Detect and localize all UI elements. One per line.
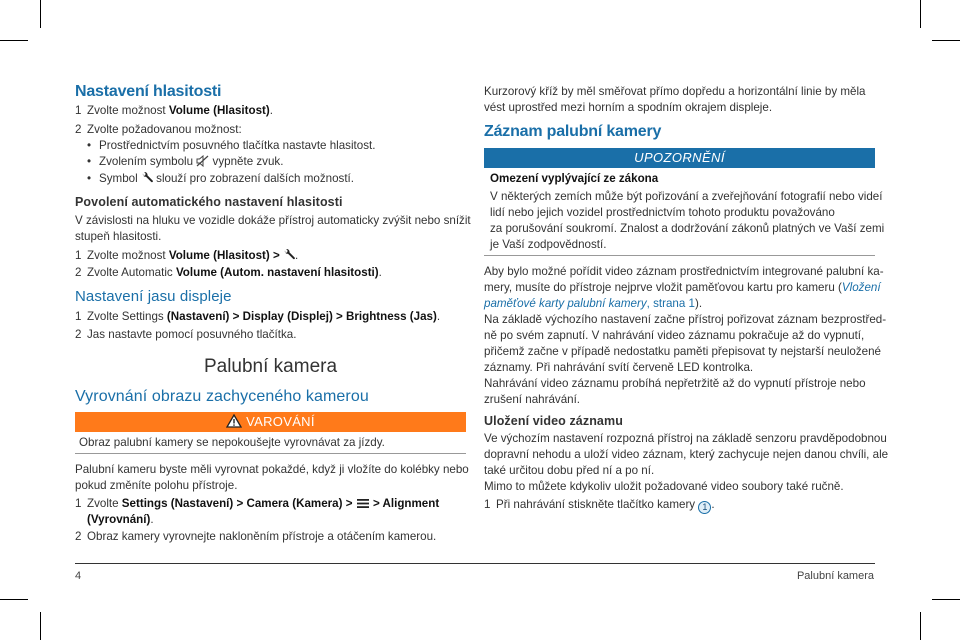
step-number: 2: [75, 530, 82, 543]
step-bold: Settings (Nastavení) > Camera (Kamera) >: [121, 497, 353, 510]
step-number: 2: [75, 266, 82, 279]
volume-bullet-2: [87, 154, 283, 172]
step-number: 1: [75, 497, 82, 510]
recording-line-4: Na základě výchozího nastavení začne přístroj pořizovat záznam bezprostřed-: [484, 313, 887, 326]
brightness-step-2: [75, 327, 296, 343]
step-text: .: [378, 266, 382, 279]
heading-save-video: Uložení video záznamu: [484, 414, 623, 428]
step-bold: > Alignment: [372, 497, 440, 510]
crop-mark: [0, 40, 28, 41]
caution-line-4: je Vaší zodpovědností.: [490, 238, 607, 251]
step-number: 2: [75, 328, 82, 341]
heading-volume: Nastavení hlasitosti: [75, 83, 222, 100]
bullet-text: slouží pro zobrazení dalších možností.: [156, 172, 354, 185]
recording-line-2: [484, 280, 881, 296]
heading-auto-volume: Povolení automatického nastavení hlasitosti: [75, 195, 343, 209]
step-text: .: [269, 104, 273, 117]
step-number: 2: [75, 123, 82, 136]
wrench-icon: [141, 172, 153, 189]
callout-circle-icon: [698, 501, 711, 514]
warning-icon: [226, 414, 242, 434]
save-line-1: Ve výchozím nastavení rozpozná přístroj na základě senzoru pravděpodobnou: [484, 432, 887, 445]
step-number: 1: [75, 104, 82, 117]
volume-bullet-3: [87, 171, 354, 189]
step-text: Zvolte Automatic: [87, 266, 176, 279]
recording-line-1: Aby bylo možné pořídit video záznam prostřednictvím integrované palubní ka-: [484, 265, 884, 278]
volume-step-1: [75, 103, 273, 119]
continued-line-2: vést uprostřed mezi horním a spodním okrajem displeje.: [484, 101, 773, 114]
alignment-step-2: [75, 529, 436, 545]
step-text: Zvolte: [87, 497, 122, 510]
warning-bar: [75, 412, 466, 432]
recording-line-8: Nahrávání video záznamu probíhá nepřetržitě až do vypnutí přístroje nebo: [484, 377, 866, 390]
crop-mark: [0, 599, 28, 600]
save-line-4: Mimo to můžete kdykoliv uložit požadované video soubory také ručně.: [484, 480, 844, 493]
crop-mark: [932, 599, 960, 600]
crop-mark: [40, 0, 41, 28]
volume-bullet-1: [87, 138, 375, 154]
brightness-step-1: [75, 309, 440, 325]
recording-line-6: přičemž začne v případě nedostatku paměti přepisovat ty nejstarší neuložené: [484, 345, 881, 358]
auto-paragraph-line-1: V závislosti na hluku ve vozidle dokáže přístroj automaticky zvýšit nebo snížit: [75, 214, 471, 227]
step-number: 1: [484, 498, 491, 511]
crop-mark: [920, 612, 921, 640]
recording-line-7: záznamy. Při nahrávání svítí červeně LED kontrolka.: [484, 361, 754, 374]
alignment-step-1-cont: [87, 512, 154, 528]
caution-bar: [484, 148, 875, 168]
step-text: Zvolte možnost: [87, 249, 169, 262]
memory-card-link[interactable]: paměťové karty palubní kamery: [484, 297, 647, 310]
bullet-text: vypněte zvuk.: [212, 155, 284, 168]
page-number: 4: [75, 570, 82, 582]
menu-icon: [356, 498, 370, 514]
mute-icon: [196, 155, 209, 172]
step-text: .: [150, 513, 154, 526]
continued-line-1: Kurzorový kříž by měl směřovat přímo dopředu a horizontální linie by měla: [484, 85, 866, 98]
footer-divider: [75, 563, 875, 564]
caution-divider: [484, 255, 875, 256]
auto-step-1: [75, 248, 298, 266]
bullet: •: [87, 139, 92, 152]
callout-number: 1: [702, 502, 708, 512]
caution-line-1: V některých zemích může být pořizování a zveřejňování fotografií nebo videí: [490, 190, 883, 203]
caution-title: Omezení vyplývající ze zákona: [490, 172, 659, 185]
step-text: Zvolte možnost: [87, 104, 169, 117]
bullet: •: [87, 172, 92, 185]
caution-label: UPOZORNĚNÍ: [634, 150, 725, 165]
bullet: •: [87, 155, 92, 168]
section-title: Palubní kamera: [203, 356, 338, 377]
step-number: 1: [75, 310, 82, 323]
alignment-paragraph-line-1: Palubní kameru byste měli vyrovnat pokaždé, když ji vložíte do kolébky nebo: [75, 463, 469, 476]
recording-text: mery, musíte do přístroje nejprve vložit paměťovou kartu pro kameru (: [484, 281, 842, 294]
step-bold: Volume (Hlasitost): [168, 104, 270, 117]
step-text: Zvolte požadovanou možnost:: [87, 123, 242, 136]
wrench-icon: [283, 249, 295, 266]
step-text: .: [711, 498, 715, 511]
auto-step-2: [75, 265, 382, 281]
recording-line-5: ně po svém zapnutí. V nahrávání video záznamu pokračuje až do vypnutí,: [484, 329, 865, 342]
step-text: Jas nastavte pomocí posuvného tlačítka.: [87, 328, 297, 341]
step-text: Zvolte Settings: [87, 310, 167, 323]
caution-line-2: lidí nebo jejich vozidel prostřednictvím tohoto produktu považováno: [490, 206, 835, 219]
crop-mark: [920, 0, 921, 28]
auto-paragraph-line-2: stupeň hlasitosti.: [75, 230, 162, 243]
step-text: Při nahrávání stiskněte tlačítko kamery: [496, 498, 696, 511]
recording-line-3: [484, 296, 702, 312]
step-bold: (Vyrovnání): [87, 513, 151, 526]
heading-dashcam-recording: Záznam palubní kamery: [484, 123, 662, 140]
bullet-text: Zvolením symbolu: [99, 155, 194, 168]
save-step-1: [484, 497, 715, 514]
warning-divider: [75, 453, 466, 454]
step-text: .: [295, 249, 299, 262]
recording-line-9: zrušení nahrávání.: [484, 393, 581, 406]
step-text: .: [436, 310, 441, 323]
save-line-2: dopravní nehodu a uloží video záznam, který zachycuje nejen danou chvíli, ale: [484, 448, 889, 461]
bullet-text: Prostřednictvím posuvného tlačítka nastavte hlasitost.: [99, 139, 376, 152]
step-bold: Volume (Autom. nastavení hlasitosti): [175, 266, 379, 279]
footer-section: Palubní kamera: [796, 570, 874, 582]
heading-brightness: Nastavení jasu displeje: [75, 288, 232, 305]
crop-mark: [932, 40, 960, 41]
memory-card-link[interactable]: Vložení: [841, 281, 881, 294]
page-reference[interactable]: , strana 1: [646, 297, 695, 310]
save-line-3: také určitou dobu před ní a po ní.: [484, 464, 655, 477]
warning-text: Obraz palubní kamery se nepokoušejte vyrovnávat za jízdy.: [79, 436, 385, 449]
alignment-paragraph-line-2: pokud změníte polohu přístroje.: [75, 479, 238, 492]
recording-text: ).: [694, 297, 703, 310]
caution-line-3: za porušování soukromí. Znalost a dodržování zákonů platných ve Vaší zemi: [490, 222, 885, 235]
step-number: 1: [75, 249, 82, 262]
crop-mark: [40, 612, 41, 640]
step-bold: (Nastavení) > Display (Displej) > Brightness (Jas): [166, 310, 437, 323]
bullet-text: Symbol: [99, 172, 138, 185]
step-bold: Volume (Hlasitost) >: [168, 249, 280, 262]
step-text: Obraz kamery vyrovnejte nakloněním přístroje a otáčením kamerou.: [87, 530, 437, 543]
heading-alignment: Vyrovnání obrazu zachyceného kamerou: [75, 388, 369, 405]
volume-step-2: [75, 122, 242, 138]
warning-label: VAROVÁNÍ: [246, 414, 315, 429]
